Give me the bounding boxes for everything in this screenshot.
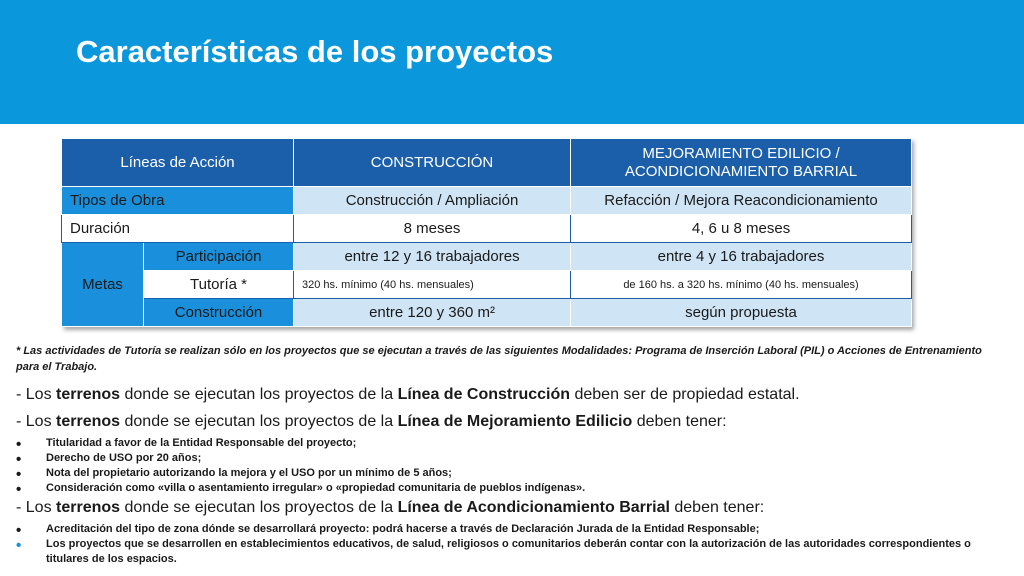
paragraph-construccion (16, 386, 800, 404)
para3-d: Línea de Acondicionamiento Barrial (397, 499, 670, 516)
list-item (16, 436, 585, 451)
bullet-dot: • (16, 466, 22, 483)
bullet-dot: • (16, 451, 22, 468)
bullet-text: Acreditación del tipo de zona dónde se desarrollará proyecto: podrá hacerse a través de Declaración Jurada de la Entidad Responsable; (46, 523, 760, 535)
row-label-metas: Metas (62, 243, 144, 327)
para2-c: donde se ejecutan los proyectos de la (120, 413, 398, 430)
header-mejoramiento-line2: ACONDICIONAMIENTO BARRIAL (624, 162, 858, 180)
para3-b: terrenos (56, 499, 121, 516)
cell-tipos-construccion: Construcción / Ampliación (294, 187, 571, 215)
header-lineas: Líneas de Acción (62, 139, 294, 187)
para2-e: deben tener: (632, 413, 727, 430)
para1-e: deben ser de propiedad estatal. (570, 386, 800, 403)
table-row (62, 243, 912, 271)
table-header-row (62, 139, 912, 187)
cell-construccion-mejoramiento: según propuesta (571, 299, 912, 327)
header-construccion: CONSTRUCCIÓN (294, 139, 571, 187)
bullet-dot: • (16, 481, 22, 498)
bullet-text: Consideración como «villa o asentamiento irregular» o «propiedad comunitaria de pueblos indígenas». (46, 482, 586, 494)
table-row (62, 299, 912, 327)
paragraph-mejoramiento (16, 413, 727, 431)
paragraph-acondicionamiento (16, 499, 764, 517)
para2-d: Línea de Mejoramiento Edilicio (397, 413, 633, 430)
row-label-tipos: Tipos de Obra (62, 187, 294, 215)
page-title: Características de los proyectos (76, 34, 554, 69)
row-label-duracion: Duración (62, 215, 294, 243)
para3-c: donde se ejecutan los proyectos de la (120, 499, 398, 516)
para1-c: donde se ejecutan los proyectos de la (120, 386, 398, 403)
footnote: * Las actividades de Tutoría se realizan sólo en los proyectos que se ejecutan a través de las siguientes Modalidades: Programa de Inserción Laboral (PIL) o Acciones de Entrenamiento para el Trabajo. (16, 345, 982, 373)
row-label-participacion: Participación (144, 243, 294, 271)
header-mejoramiento (571, 139, 912, 187)
para3-e: deben tener: (669, 499, 765, 516)
title-bar (0, 0, 1024, 124)
list-item (16, 466, 585, 481)
header-mejoramiento-line1: MEJORAMIENTO EDILICIO / (642, 144, 840, 162)
bullet-dot: • (16, 522, 22, 539)
bullet-text: Derecho de USO por 20 años; (46, 452, 202, 464)
bullet-text: Los proyectos que se desarrollen en establecimientos educativos, de salud, religiosos o comunitarios deberán contar con la autorización de las autoridades correspondientes o titulares de los espacios. (46, 538, 971, 565)
list-item (16, 537, 976, 567)
bullet-list-acondicionamiento (16, 522, 976, 567)
cell-construccion-construccion: entre 120 y 360 m² (294, 299, 571, 327)
list-item (16, 522, 976, 537)
cell-participacion-construccion: entre 12 y 16 trabajadores (294, 243, 571, 271)
para3-a: - Los (16, 499, 57, 516)
cell-tutoria-mejoramiento: de 160 hs. a 320 hs. mínimo (40 hs. mensuales) (571, 271, 912, 299)
table-row (62, 187, 912, 215)
para1-a: - Los (16, 386, 57, 403)
para1-b: terrenos (56, 386, 121, 403)
cell-tipos-mejoramiento: Refacción / Mejora Reacondicionamiento (571, 187, 912, 215)
row-label-tutoria: Tutoría * (144, 271, 294, 299)
row-label-construccion: Construcción (144, 299, 294, 327)
bullet-text: Titularidad a favor de la Entidad Responsable del proyecto; (46, 437, 357, 449)
cell-participacion-mejoramiento: entre 4 y 16 trabajadores (571, 243, 912, 271)
table-row (62, 271, 912, 299)
bullet-text: Nota del propietario autorizando la mejora y el USO por un mínimo de 5 años; (46, 467, 452, 479)
cell-duracion-mejoramiento: 4, 6 u 8 meses (571, 215, 912, 243)
cell-tutoria-construccion: 320 hs. mínimo (40 hs. mensuales) (294, 271, 571, 299)
cell-duracion-construccion: 8 meses (294, 215, 571, 243)
list-item (16, 451, 585, 466)
bullet-dot: • (16, 436, 22, 453)
para1-d: Línea de Construcción (397, 386, 571, 403)
para2-b: terrenos (56, 413, 121, 430)
table-row (62, 215, 912, 243)
bullet-dot: • (16, 537, 22, 554)
list-item (16, 481, 585, 496)
bullet-list-mejoramiento (16, 436, 585, 496)
projects-table (61, 138, 911, 327)
para2-a: - Los (16, 413, 57, 430)
